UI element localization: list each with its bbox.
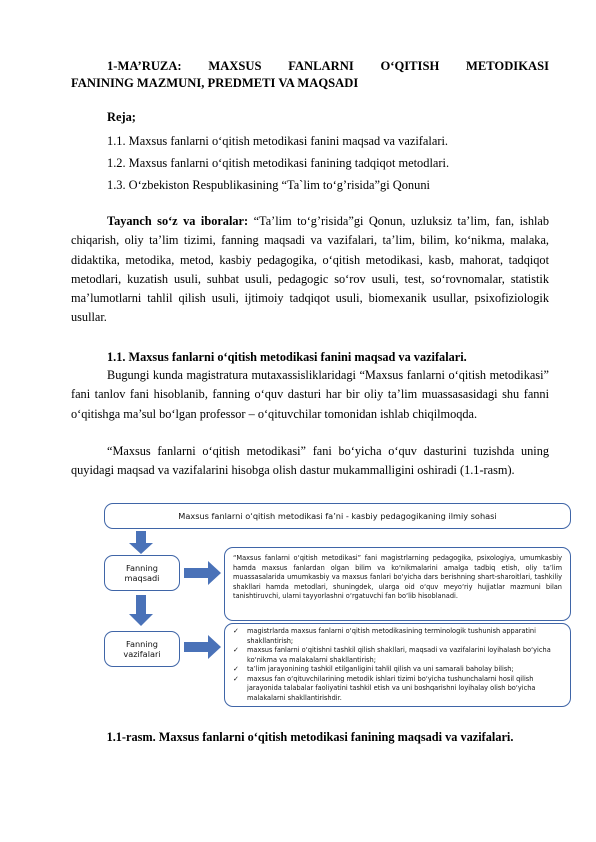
checkmark-icon: ✓ <box>233 627 239 635</box>
goal-label-box <box>104 555 180 591</box>
lecture-title <box>71 58 549 92</box>
down-arrow-icon <box>128 595 154 627</box>
diagram-top-box: Maxsus fanlarni o‘qitish metodikasi fa’ni - kasbiy pedagogikaning ilmiy sohasi <box>104 503 571 529</box>
checkmark-icon: ✓ <box>233 646 239 654</box>
task-text: magistrlarda maxsus fanlarni o‘qitish metodikasining terminologik tushunish apparatini shakllantirish; <box>247 627 536 645</box>
down-arrow-icon <box>128 531 154 555</box>
title-line-1: 1-MA’RUZA: MAXSUS FANLARNI O‘QITISH METODIKASI <box>107 59 549 73</box>
checkmark-icon: ✓ <box>233 665 239 673</box>
task-text: maxsus fanlarni o‘qitishni tashkil qilish shakllari, maqsadi va vazifalarini loyihalash bo‘yicha ko‘nikma va malakalarni shakllantirish; <box>247 646 551 664</box>
goal-label-line: Fanning <box>125 563 158 573</box>
task-text: ta’lim jarayonining tashkil etilganligini tahlil qilish va uni samarali baholay bilish; <box>247 665 514 673</box>
figure-caption: 1.1-rasm. Maxsus fanlarni o‘qitish metodikasi fanining maqsadi va vazifalari. <box>106 730 514 744</box>
plan-item: 1.1. Maxsus fanlarni o‘qitish metodikasi fanini maqsad va vazifalari. <box>107 134 448 148</box>
list-item <box>233 627 562 646</box>
tasks-label-line: Fanning <box>125 639 158 649</box>
title-line-2: FANINING MAZMUNI, PREDMETI VA MAQSADI <box>71 76 359 90</box>
goal-label-line: maqsadi <box>124 573 160 583</box>
goal-description-box: “Maxsus fanlarni o‘qitish metodikasi” fani magistrlarning pedagogika, psixologiya, umumkasbiy hamda maxsus fanlardan olgan bilim va ko‘nikmalarini amalga tadbiq etish, oliy ta’lim muassasalarida umumkasbiy va maxsus fanlari bo‘yicha dars berishning shart-sharoitlari, tashkiliy shakllari hamda metodlari, shuningdek, ularga oid o‘quv meyo‘riy hujjatlar mazmuni bilan tanishtiruvchi, ularni tayyorlashni o‘rgatuvchi fan bo‘lib hisoblanadi. <box>224 547 571 621</box>
list-item <box>233 665 562 675</box>
list-item <box>233 646 562 665</box>
checkmark-icon: ✓ <box>233 674 239 683</box>
section-heading: 1.1. Maxsus fanlarni o‘qitish metodikasi fanini maqsad va vazifalari. <box>107 350 467 364</box>
goals-tasks-diagram <box>96 495 582 707</box>
keywords-text: “Ta’lim to‘g’risida”gi Qonun, uzluksiz ta’lim, fan, ishlab chiqarish, oliy ta’lim tizimi, fanning maqsadi va vazifalari, ta’lim, bilim, ko‘nikma, malaka, didaktika, metodika, metod, kasbiy pedagogika, o‘qitish metodikasi, kasb, mahorat, tadqiqot metodlari, kuzatish usuli, suhbat usuli, pedagogic so‘rov usuli, test, so‘rovnomalar, statistik ma’lumotlarni tahlil qilish usuli, ijtimoiy tadqiqot usuli, biomexanik usullar, psixofiziologik usullar. <box>71 214 549 325</box>
tasks-list <box>233 627 562 703</box>
plan-heading: Reja; <box>107 110 136 124</box>
right-arrow-icon <box>184 635 222 659</box>
plan-item: 1.2. Maxsus fanlarni o‘qitish metodikasi fanining tadqiqot metodlari. <box>107 156 450 170</box>
lecture-plan <box>107 108 557 196</box>
keywords-label: Tayanch so‘z va iboralar: <box>107 214 249 228</box>
tasks-label-line: vazifalari <box>123 649 161 659</box>
right-arrow-icon <box>184 561 222 585</box>
plan-item: 1.3. O‘zbekiston Respublikasining “Ta`lim to‘g’risida”gi Qonuni <box>107 178 430 192</box>
body-paragraph: Bugungi kunda magistratura mutaxassisliklaridagi “Maxsus fanlarni o‘qitish metodikasi” fani tanlov fani hisoblanib, fanning o‘quv dasturi har bir oliy ta’lim muassasasidagi shu fanni o‘qitishga ma’sul bo‘lgan professor – o‘qituvchilar tomonidan ishlab chiqilmoqda. <box>71 368 549 421</box>
tasks-list-box <box>224 623 571 707</box>
tasks-label-box <box>104 631 180 667</box>
keywords-paragraph <box>71 212 549 328</box>
list-item <box>233 675 562 704</box>
body-paragraph: “Maxsus fanlarni o‘qitish metodikasi” fani bo‘yicha o‘quv dasturini tuzishda uning quyidagi maqsad va vazifalarini hisobga olish dastur mukammalligini oshiradi (1.1-rasm). <box>71 444 549 478</box>
task-text: maxsus fan o‘qituvchilarining metodik ishlari tizimi bo‘yicha tushunchalarni hosil qilish jarayonida talabalar faoliyatini tashkil etish va uni boshqarishni loyihalay olish bo‘yicha malakalarni shakllantirishdir. <box>247 674 536 702</box>
